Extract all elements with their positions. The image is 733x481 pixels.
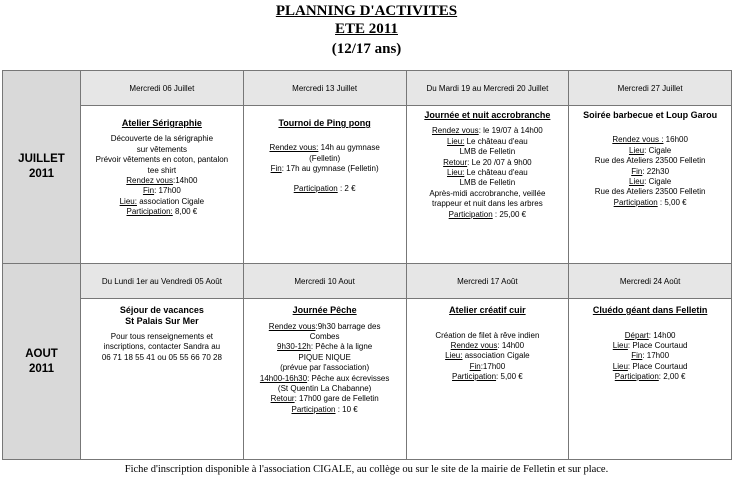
location bbox=[407, 351, 569, 361]
activity-description: Création de filet à rêve indien bbox=[435, 330, 540, 340]
location bbox=[407, 168, 569, 178]
contact-phone: 06 71 18 55 41 ou 05 55 66 70 28 bbox=[101, 352, 222, 362]
activity-cell-peche bbox=[243, 299, 406, 460]
participation-value: : 2,00 € bbox=[658, 372, 686, 382]
meeting-time bbox=[81, 176, 243, 186]
end-label: Fin bbox=[142, 186, 155, 196]
participation-value: 8,00 € bbox=[172, 207, 198, 217]
departure-value: : 14h00 bbox=[648, 330, 676, 340]
slot-note: (prévue par l'association) bbox=[280, 363, 370, 373]
meeting-place: Combes bbox=[309, 331, 340, 341]
participation-label: Participation: bbox=[126, 207, 173, 217]
location-value: : Place Courtaud bbox=[627, 361, 688, 371]
return-value: : 17h00 gare de Felletin bbox=[294, 394, 379, 404]
end-label: Fin bbox=[270, 164, 282, 174]
location-label: Lieu: bbox=[119, 196, 137, 206]
meeting-value: 14h au gymnase bbox=[318, 143, 380, 153]
meeting-label: Rendez vous: bbox=[269, 143, 319, 153]
month-cell-juillet bbox=[3, 71, 81, 264]
participation-label: Participation bbox=[614, 372, 659, 382]
participation-fee bbox=[81, 207, 243, 217]
table-row bbox=[3, 71, 732, 106]
activity-title: Atelier Sérigraphie bbox=[121, 118, 202, 128]
meeting-place: (Felletin) bbox=[309, 153, 341, 163]
end-label: Fin bbox=[631, 351, 643, 361]
location bbox=[569, 362, 731, 372]
participation-fee bbox=[407, 210, 569, 220]
meeting-time bbox=[407, 126, 569, 136]
activity-description: Après-midi accrobranche, veillée bbox=[429, 188, 546, 198]
participation-fee bbox=[407, 372, 569, 382]
participation-fee bbox=[569, 198, 731, 208]
activity-cell-serigraphie bbox=[81, 106, 244, 264]
end-time bbox=[569, 167, 731, 177]
location bbox=[407, 137, 569, 147]
activity-description: Découverte de la sérigraphie bbox=[110, 134, 214, 144]
meeting-label: Rendez vous bbox=[431, 126, 479, 136]
age-range: (12/17 ans) bbox=[331, 41, 402, 57]
slot-activity: : Pêche à la ligne bbox=[310, 342, 373, 352]
schedule-slot bbox=[244, 342, 406, 352]
end-time bbox=[407, 362, 569, 372]
end-time bbox=[569, 351, 731, 361]
meeting-time bbox=[569, 135, 731, 145]
page-title: PLANNING D'ACTIVITES bbox=[275, 3, 458, 19]
participation-fee bbox=[244, 405, 406, 415]
year-label: 2011 bbox=[29, 168, 54, 181]
location-label: Lieu bbox=[612, 361, 628, 371]
location-value: association Cigale bbox=[136, 196, 205, 206]
slot-activity: : Pêche aux écrevisses bbox=[307, 373, 390, 383]
activity-description: Prévoir vêtements en coton, pantalon bbox=[95, 155, 229, 165]
location-value: : Cigale bbox=[644, 177, 672, 187]
location bbox=[569, 341, 731, 351]
participation-value: : 5,00 € bbox=[657, 197, 687, 207]
slot-activity: PIQUE NIQUE bbox=[298, 352, 351, 362]
activity-title: Atelier créatif cuir bbox=[449, 305, 526, 316]
end-value: : 17h00 bbox=[154, 186, 181, 196]
date-header: Mercredi 10 Aout bbox=[243, 264, 406, 299]
activity-title: Séjour de vacances bbox=[119, 305, 204, 316]
activity-cell-sejour bbox=[81, 299, 244, 460]
end-value: : 22h30 bbox=[642, 166, 670, 176]
location-value: Le château d'eau bbox=[464, 168, 528, 178]
location-value: : Place Courtaud bbox=[627, 340, 688, 350]
participation-label: Participation bbox=[613, 197, 658, 207]
month-label: JUILLET bbox=[18, 153, 65, 166]
end-label: Fin bbox=[631, 166, 643, 176]
slot-note: (St Quentin La Chabanne) bbox=[277, 383, 372, 393]
meeting-value: 16h00 bbox=[663, 135, 688, 145]
location-label: Lieu: bbox=[447, 168, 465, 178]
activity-description: sur vêtements bbox=[136, 144, 187, 154]
date-header: Mercredi 06 Juillet bbox=[81, 71, 244, 106]
return-label: Retour bbox=[443, 157, 468, 167]
return-label: Retour bbox=[270, 394, 295, 404]
location-detail: LMB de Felletin bbox=[459, 178, 516, 188]
activity-cell-cuir bbox=[406, 299, 569, 460]
activity-title: Journée Pêche bbox=[292, 305, 357, 316]
meeting-value: :14h00 bbox=[172, 176, 198, 186]
table-row bbox=[3, 264, 732, 299]
return-value: : Le 20 /07 à 9h00 bbox=[467, 157, 532, 167]
departure-label: Départ bbox=[624, 330, 649, 340]
activity-cell-accrobranche bbox=[406, 106, 569, 264]
meeting-value: : le 19/07 à 14h00 bbox=[478, 126, 543, 136]
date-header: Mercredi 27 Juillet bbox=[569, 71, 732, 106]
month-label: AOUT bbox=[25, 347, 58, 360]
meeting-value: : 14h00 bbox=[497, 340, 525, 350]
end-label: Fin bbox=[469, 361, 481, 371]
address: Rue des Ateliers 23500 Felletin bbox=[594, 156, 706, 166]
date-header: Du Lundi 1er au Vendredi 05 Août bbox=[81, 264, 244, 299]
end-time bbox=[81, 186, 243, 196]
return-time bbox=[407, 158, 569, 168]
activity-schedule-table bbox=[2, 70, 732, 460]
meeting-label: Rendez vous bbox=[450, 340, 498, 350]
meeting-label: Rendez vous bbox=[126, 176, 173, 186]
end-value: : 17h00 bbox=[642, 351, 670, 361]
activity-title: Cluédo géant dans Felletin bbox=[592, 305, 708, 316]
participation-value: : 5,00 € bbox=[496, 372, 523, 382]
date-header: Mercredi 24 Août bbox=[569, 264, 732, 299]
departure-time bbox=[569, 331, 731, 341]
participation-label: Participation bbox=[291, 404, 336, 414]
location-value: : Cigale bbox=[644, 145, 672, 155]
end-time bbox=[244, 164, 406, 174]
meeting-time bbox=[244, 322, 406, 332]
activity-title: Journée et nuit accrobranche bbox=[424, 110, 551, 120]
location-value: association Cigale bbox=[462, 351, 530, 361]
participation-value: : 25,00 € bbox=[492, 209, 527, 219]
activity-description: inscriptions, contacter Sandra au bbox=[103, 342, 221, 352]
participation-fee bbox=[244, 184, 406, 194]
slot-time: 9h30-12h bbox=[277, 342, 311, 352]
activity-cell-barbecue bbox=[569, 106, 732, 264]
return-time bbox=[244, 394, 406, 404]
participation-fee bbox=[569, 372, 731, 382]
location bbox=[569, 177, 731, 187]
activity-description: trappeur et nuit dans les arbres bbox=[432, 199, 543, 209]
location-label: Lieu bbox=[612, 340, 628, 350]
location bbox=[569, 146, 731, 156]
date-header: Mercredi 17 Août bbox=[406, 264, 569, 299]
activity-title: Soirée barbecue et Loup Garou bbox=[583, 110, 718, 120]
date-header: Mercredi 13 Juillet bbox=[243, 71, 406, 106]
table-row bbox=[3, 106, 732, 264]
participation-label: Participation bbox=[293, 183, 338, 193]
participation-value: : 2 € bbox=[337, 183, 356, 193]
activity-cell-ping-pong bbox=[243, 106, 406, 264]
location-label: Lieu: bbox=[445, 351, 463, 361]
season-title: ETE 2011 bbox=[335, 21, 398, 37]
activity-description: tee shirt bbox=[147, 165, 177, 175]
location-label: Lieu bbox=[629, 145, 645, 155]
year-label: 2011 bbox=[29, 362, 54, 375]
meeting-label: Rendez vous bbox=[268, 321, 316, 331]
date-header: Du Mardi 19 au Mercredi 20 Juillet bbox=[406, 71, 569, 106]
participation-value: : 10 € bbox=[335, 404, 358, 414]
schedule-slot bbox=[244, 374, 406, 384]
meeting-time bbox=[244, 143, 406, 153]
meeting-value: :9h30 barrage des bbox=[315, 321, 381, 331]
location-value: Le château d'eau bbox=[464, 136, 528, 146]
slot-time: 14h00-16h30 bbox=[259, 373, 308, 383]
location-detail: LMB de Felletin bbox=[459, 147, 516, 157]
meeting-time bbox=[407, 341, 569, 351]
meeting-label: Rendez vous : bbox=[612, 135, 664, 145]
footer-note: Fiche d'inscription disponible à l'association CIGALE, au collège ou sur le site de la mairie de Felletin et sur place. bbox=[124, 464, 609, 475]
activity-cell-cluedo bbox=[569, 299, 732, 460]
address: Rue des Ateliers 23500 Felletin bbox=[594, 187, 706, 197]
participation-label: Participation bbox=[448, 209, 493, 219]
activity-title-location: St Palais Sur Mer bbox=[125, 315, 199, 326]
end-value: :17h00 bbox=[480, 361, 506, 371]
activity-description: Pour tous renseignements et bbox=[110, 331, 214, 341]
table-row bbox=[3, 299, 732, 460]
participation-label: Participation bbox=[452, 372, 497, 382]
activity-title: Tournoi de Ping pong bbox=[278, 118, 371, 128]
end-value: : 17h au gymnase (Felletin) bbox=[281, 164, 379, 174]
location bbox=[81, 197, 243, 207]
month-cell-aout bbox=[3, 264, 81, 460]
location-label: Lieu bbox=[629, 177, 645, 187]
location-label: Lieu: bbox=[447, 136, 465, 146]
